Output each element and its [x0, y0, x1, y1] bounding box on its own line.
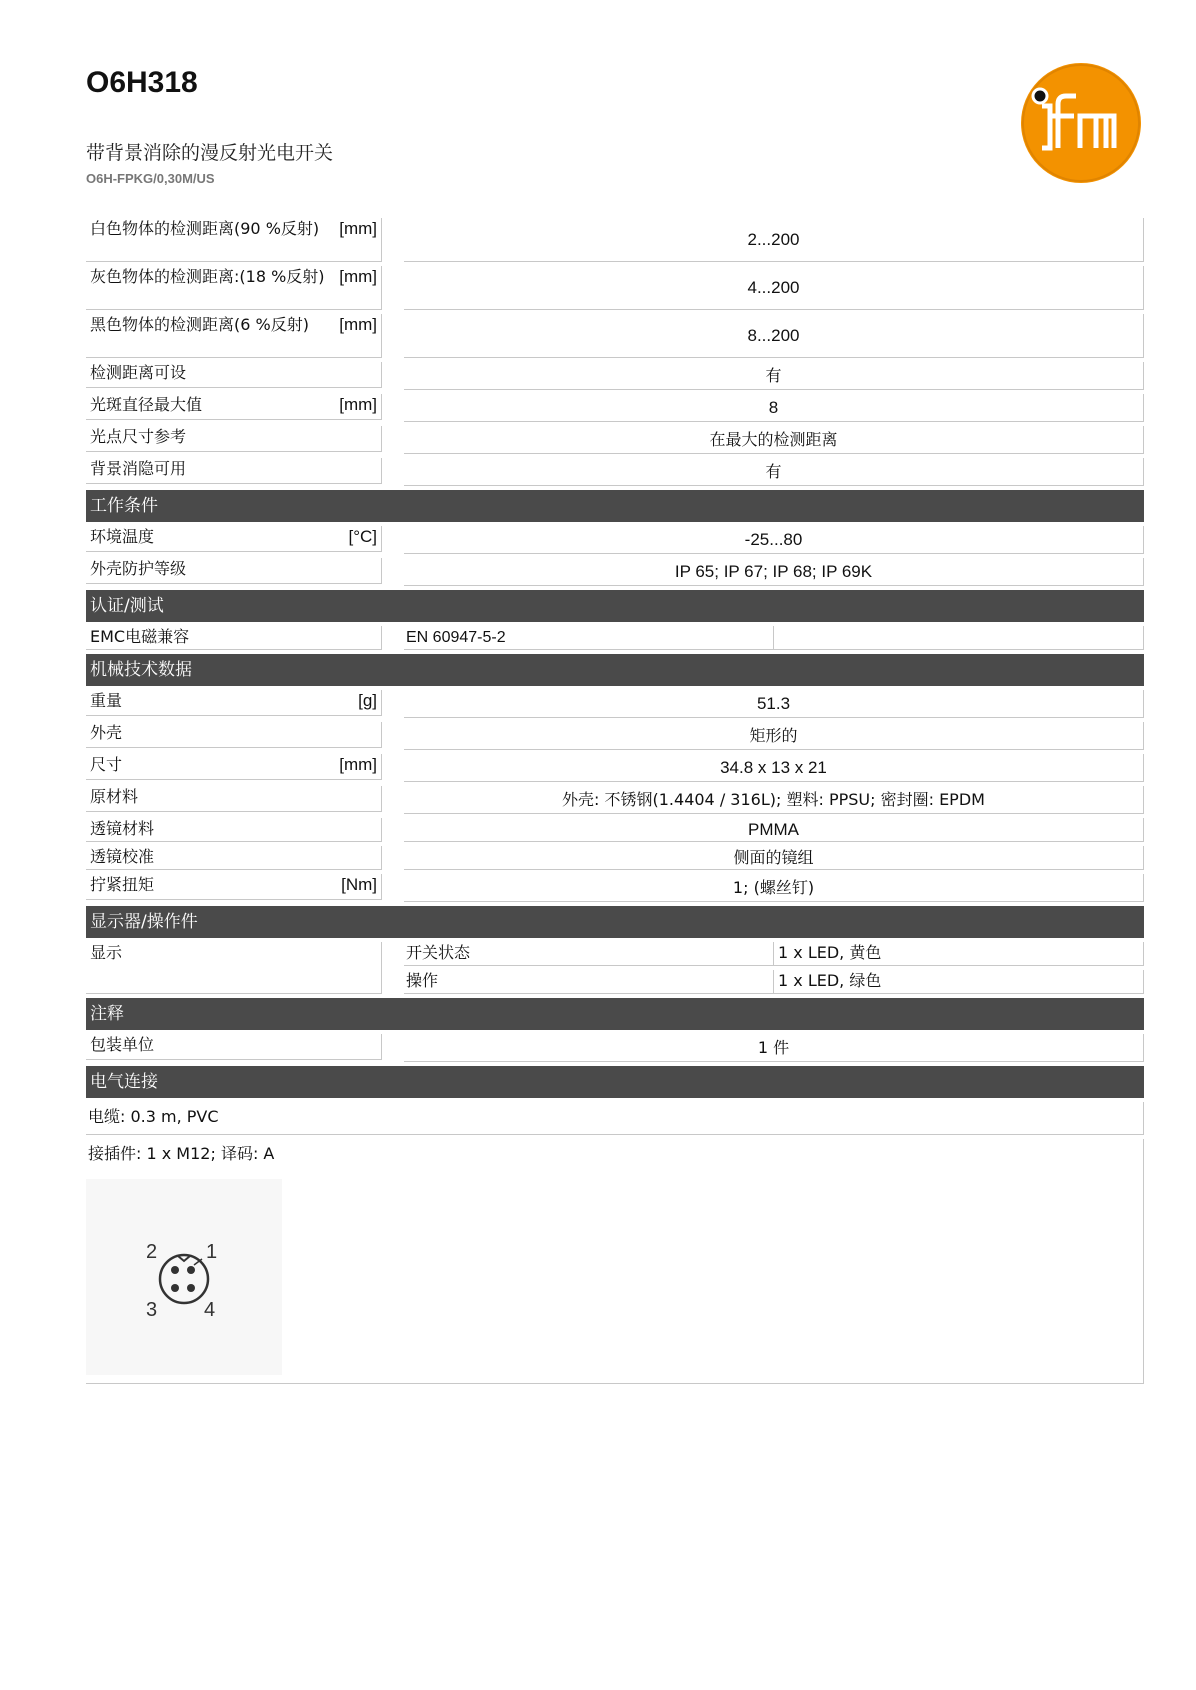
spec-row-materials	[86, 786, 1144, 814]
spec-row-ambient-temp	[86, 526, 1144, 554]
spec-label: 白色物体的检测距离(90 %反射)	[90, 219, 320, 238]
section-electrical: 电气连接	[86, 1066, 1144, 1098]
spec-label: 光斑直径最大值	[90, 395, 203, 414]
spec-value: PMMA	[748, 820, 799, 839]
pin-2-dot	[171, 1266, 179, 1274]
spec-unit: [mm]	[339, 395, 377, 414]
product-subtitle: 带背景消除的漫反射光电开关	[86, 142, 334, 164]
ifm-logo	[1020, 62, 1142, 184]
spec-value: -25...80	[744, 530, 803, 549]
pin-3-label: 3	[146, 1299, 158, 1321]
spec-value: 8...200	[747, 326, 800, 345]
spec-table	[86, 218, 1144, 1384]
spec-row-lens-material	[86, 818, 1144, 842]
section-certification: 认证/测试	[86, 590, 1144, 622]
spec-label: 黑色物体的检测距离(6 %反射)	[90, 315, 309, 334]
spec-label: 拧紧扭矩	[90, 875, 155, 894]
spec-value: 在最大的检测距离	[709, 430, 838, 449]
spec-label: 重量	[90, 691, 123, 710]
section-operating-conditions: 工作条件	[86, 490, 1144, 522]
section-display: 显示器/操作件	[86, 906, 1144, 938]
spec-row-protection	[86, 558, 1144, 586]
spec-row-housing	[86, 722, 1144, 750]
display-item-value: 1 x LED, 绿色	[774, 970, 1144, 994]
pin-4-dot	[187, 1284, 195, 1292]
spec-value: 4...200	[747, 278, 800, 297]
spec-label: 透镜材料	[90, 819, 155, 838]
spec-unit: [Nm]	[341, 875, 377, 894]
spec-value: EN 60947-5-2	[404, 626, 774, 650]
spec-value: IP 65; IP 67; IP 68; IP 69K	[674, 562, 873, 581]
spec-value: 1; (螺丝钉)	[732, 878, 815, 897]
spec-label: 背景消隐可用	[90, 459, 187, 478]
spec-value: 51.3	[756, 694, 791, 713]
spec-row-package	[86, 1034, 1144, 1062]
spec-row-grey-range	[86, 266, 1144, 310]
spec-row-dimensions	[86, 754, 1144, 782]
spec-value: 有	[765, 462, 782, 481]
section-mechanical: 机械技术数据	[86, 654, 1144, 686]
display-item-operation	[404, 970, 1144, 994]
spec-row-black-range	[86, 314, 1144, 358]
spec-unit: [mm]	[339, 219, 377, 238]
section-notes: 注释	[86, 998, 1144, 1030]
spec-label: 灰色物体的检测距离:(18 %反射)	[90, 267, 325, 286]
product-code: O6H-FPKG/0,30M/US	[86, 171, 215, 186]
spec-label: 透镜校准	[90, 847, 155, 866]
spec-label: 光点尺寸参考	[90, 427, 187, 446]
spec-label: 环境温度	[90, 527, 155, 546]
spec-row-weight	[86, 690, 1144, 718]
spec-row-spot-diameter	[86, 394, 1144, 422]
spec-row-spot-reference	[86, 426, 1144, 454]
spec-label: 外壳	[90, 723, 123, 742]
pin-1-dot	[187, 1266, 195, 1274]
pin-1-label: 1	[206, 1241, 218, 1263]
spec-value: 有	[765, 366, 782, 385]
display-item-name: 操作	[404, 970, 774, 994]
spec-value: 2...200	[747, 230, 800, 249]
spec-row-torque	[86, 874, 1144, 902]
spec-row-range-adjustable	[86, 362, 1144, 390]
spec-row-white-range	[86, 218, 1144, 262]
spec-value: 34.8 x 13 x 21	[720, 758, 827, 777]
display-item-value: 1 x LED, 黄色	[774, 942, 1144, 966]
pin-2-label: 2	[146, 1241, 158, 1263]
spec-label: 检测距离可设	[90, 363, 187, 382]
spec-value: 侧面的镜组	[733, 848, 814, 867]
spec-unit: [mm]	[339, 755, 377, 774]
spec-value: 外壳: 不锈钢(1.4404 / 316L); 塑料: PPSU; 密封圈: EPDM	[562, 790, 985, 809]
pin-3-dot	[171, 1284, 179, 1292]
spec-value: 矩形的	[749, 726, 798, 745]
spec-row-display	[86, 942, 1144, 994]
product-title: O6H318	[86, 66, 198, 99]
spec-row-background-suppression	[86, 458, 1144, 486]
connector-block	[86, 1139, 1144, 1384]
connector-info: 接插件: 1 x M12; 译码: A	[88, 1144, 275, 1163]
spec-label: 包装单位	[90, 1035, 155, 1054]
spec-value-extra	[774, 626, 1144, 650]
pin-4-label: 4	[204, 1299, 216, 1321]
spec-unit: [mm]	[339, 315, 377, 334]
spec-row-emc	[86, 626, 1144, 650]
spec-label: 原材料	[90, 787, 139, 806]
spec-value: 1 件	[757, 1038, 790, 1057]
spec-unit: [mm]	[339, 267, 377, 286]
spec-label: EMC电磁兼容	[90, 627, 190, 646]
spec-unit: [°C]	[348, 527, 377, 546]
spec-label: 外壳防护等级	[90, 559, 187, 578]
display-item-switching-status	[404, 942, 1144, 966]
spec-value: 8	[768, 398, 779, 417]
display-item-name: 开关状态	[404, 942, 774, 966]
spec-label: 尺寸	[90, 755, 123, 774]
connector-diagram	[86, 1179, 282, 1375]
spec-row-lens-alignment	[86, 846, 1144, 870]
spec-unit: [g]	[358, 691, 377, 710]
spec-label: 显示	[90, 943, 123, 962]
cable-info: 电缆: 0.3 m, PVC	[86, 1102, 1144, 1135]
